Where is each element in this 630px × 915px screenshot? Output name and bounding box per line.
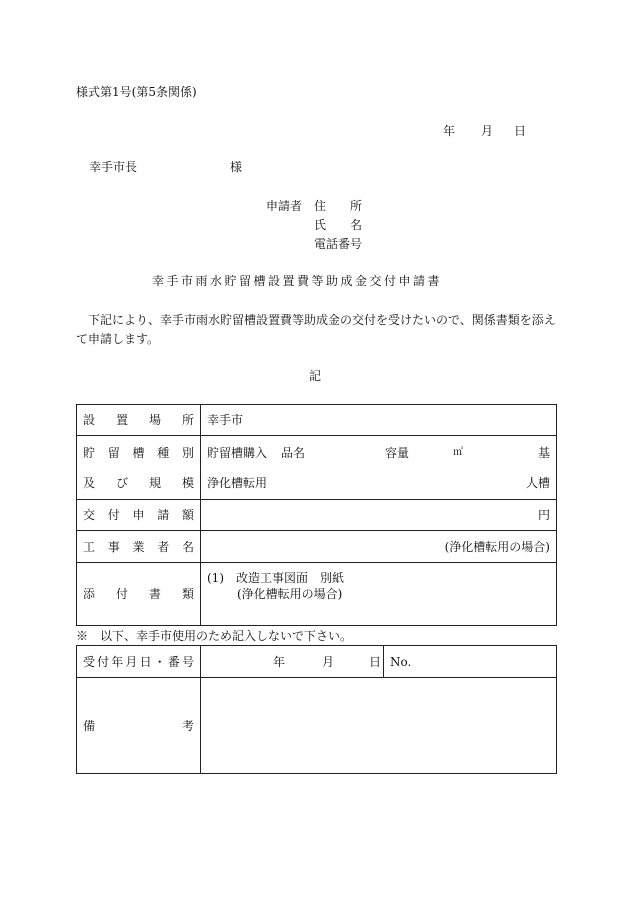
amount-label-cell <box>77 500 201 531</box>
attachment-item-1: (1) 改造工事図面 別紙 <box>207 571 344 585</box>
remarks-value[interactable] <box>201 678 557 774</box>
capacity-label: 容量 <box>385 445 410 460</box>
receipt-month-label: 月 <box>322 655 335 669</box>
product-name-label: 品名 <box>281 445 306 460</box>
addressee-honorific: 様 <box>230 160 243 174</box>
contractor-label-cell <box>77 531 201 563</box>
applicant-label: 申請者 <box>266 199 303 213</box>
amount-value[interactable] <box>201 500 557 531</box>
addressee: 幸手市長 <box>89 160 138 174</box>
location-label: 設置場所 <box>83 413 194 427</box>
purchase-label: 貯留槽購入 <box>207 445 268 460</box>
receipt-number-cell[interactable] <box>384 646 557 678</box>
person-unit: 人槽 <box>525 475 550 490</box>
intro-paragraph: 下記により、幸手市雨水貯留槽設置費等助成金の交付を受けたいので、関係書類を添えて申請します。 <box>76 313 556 346</box>
date-month-label: 月 <box>481 124 494 138</box>
tank-type-value-cell[interactable] <box>201 436 557 500</box>
conversion-label: 浄化槽転用 <box>207 475 268 490</box>
attachments-label: 添付書類 <box>83 587 194 601</box>
applicant-name-label: 氏名 <box>314 218 362 232</box>
location-value[interactable]: 幸手市 <box>201 405 557 436</box>
location-row <box>77 405 557 436</box>
location-label-cell <box>77 405 201 436</box>
office-use-table <box>76 645 557 774</box>
contractor-value[interactable] <box>201 531 557 563</box>
tank-type-label: 貯留槽種別 <box>83 445 194 460</box>
receipt-label: 受付年月日・番号 <box>83 654 194 669</box>
amount-label: 交付申請額 <box>83 508 194 522</box>
amount-row <box>77 500 557 531</box>
amount-unit: 円 <box>537 508 550 522</box>
applicant-address-label: 住所 <box>314 199 362 213</box>
receipt-number-label: No. <box>390 654 412 669</box>
attachments-label-cell <box>77 563 201 626</box>
receipt-year-label: 年 <box>273 655 286 669</box>
date-year-label: 年 <box>443 124 456 138</box>
form-number: 様式第1号(第5条関係) <box>76 85 197 99</box>
remarks-row <box>77 678 557 774</box>
capacity-unit: ㎥ <box>453 446 463 458</box>
attachments-value[interactable] <box>201 563 557 626</box>
remarks-label: 備考 <box>83 718 194 733</box>
office-use-note: ※ 以下、幸手市使用のため記入しないで下さい。 <box>76 629 353 643</box>
attachments-row <box>77 563 557 626</box>
document-title: 幸手市雨水貯留槽設置費等助成金交付申請書 <box>152 274 443 288</box>
remarks-label-cell <box>77 678 201 774</box>
receipt-day-label: 日 <box>369 655 382 669</box>
receipt-date-cell[interactable] <box>201 646 384 678</box>
tank-type-label-cell <box>77 436 201 500</box>
contractor-label: 工事業者名 <box>83 539 194 554</box>
tank-scale-label: 及び規模 <box>83 475 194 490</box>
tank-type-row <box>77 436 557 500</box>
attachment-item-1-note: (浄化槽転用の場合) <box>237 587 343 601</box>
count-unit: 基 <box>537 445 550 460</box>
contractor-note: (浄化槽転用の場合) <box>444 539 550 554</box>
receipt-row <box>77 646 557 678</box>
date-day-label: 日 <box>514 124 527 138</box>
contractor-row <box>77 531 557 563</box>
ki-heading: 記 <box>309 369 322 383</box>
applicant-phone-label: 電話番号 <box>314 237 363 251</box>
receipt-label-cell <box>77 646 201 678</box>
application-table <box>76 404 557 626</box>
